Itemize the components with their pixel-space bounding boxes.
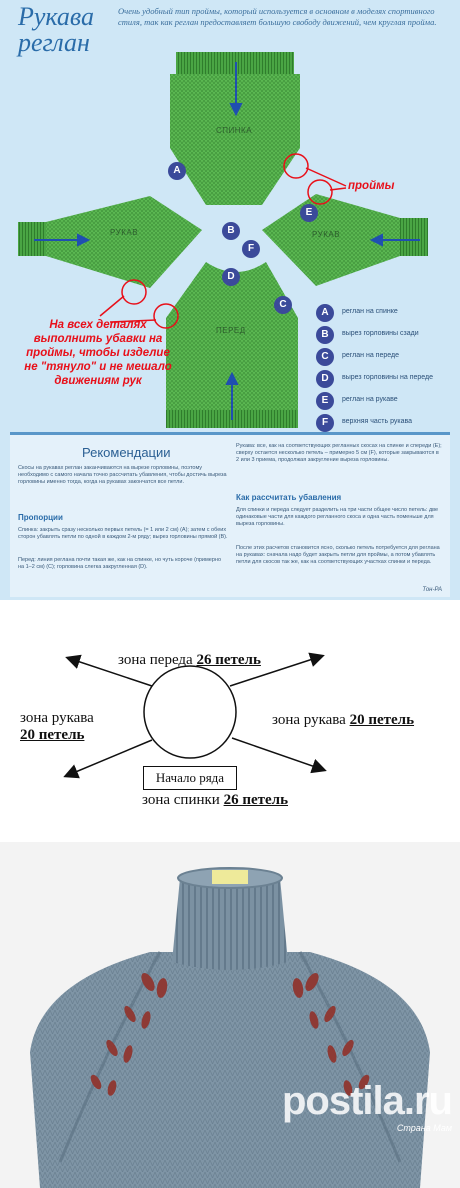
watermark: postila.ru Страна Мам [281,1079,452,1133]
front-zone-label: зона переда 26 петель [118,652,261,668]
badge-c: C [274,296,292,314]
left-sleeve-label: РУКАВ [110,228,139,237]
back-instructions: Спинка: закрыть сразу несколько первых петель (= 1 или 2 см) (А); затем с обеих сторон убавлять петли по одной в каждом 2-м ряду; вырез горловины прямой (В). [18,527,228,541]
badge-f: F [242,240,260,258]
badge-a: A [168,162,186,180]
credit: Тон-РА [422,587,442,593]
watermark-logo: postila.ru [281,1079,452,1123]
intro-text: Очень удобный тип проймы, который используется в основном в моделях спортивного стиля, так как реглан предоставляет большую свободу движений, чем круглая пройма. [118,6,437,27]
page-title: Рукава реглан [18,2,95,57]
badge-b: B [222,222,240,240]
sweater-illustration [0,842,460,1188]
magazine-page: Рукава реглан Очень удобный тип проймы, который используется в основном в моделях спортивного стиля, так как реглан предоставляет большую свободу движений, чем круглая пройма. СПИНКА ПЕРЕД РУКАВ РУКАВ A B C D E F A реглан на спинке B вырез горловины сзади C реглан на переде D вырез горловины на переде E реглан на рукаве F верхняя часть рукава проймы На всех деталях выполнить убавки на проймы, чтобы изделие не "тянуло" и не мешало движениям рук Рекомендации Скосы на рукавах реглан заканчиваются на вырезе горловины, поэтому необходимо с самого начала точно рассчитать убавления, чтобы достичь выреза горловины именно тогда, когда на рукавах закончатся все петли. Пропорции Спинка: закрыть сразу несколько первых петель (= 1 или 2 см) (А); затем с обеих сторон убавлять петли по одной в каждом 2-м ряду; вырез горловины прямой (В). Перед: линия реглана почти такая же, как на спинке, но чуть короче (примерно на 1–2 см) (С); горловина слегка закругленная (D). Рукава: все, как на соответствующих регланных скосах на спинке и спереди (Е); сверху остается несколько петель – примерно 5 см (F), которые закрываются в 2 или 3 приема, продолжая закругление выреза горловины. Как рассчитать убавления Для спинки и переда следует разделить на три части общее число петель: две одинаковые части для каждого регланного скоса и одна часть поменьше для выреза горловины. После этих расчетов становится ясно, сколько петель потребуется для реглана на рукавах: сначала надо будет закрыть петли для проймы, а потом убавлять петли для скосов так же, как на соответствующих участках спинки и переда. Тон-РА [0,0,460,600]
recommendations-title: Рекомендации [82,445,171,460]
calc-text-1: Для спинки и переда следует разделить на три части общее число петель: две одинаковые части для каждого регланного скоса и одна часть поменьше для выреза горловины. [236,507,439,528]
stitch-distribution-diagram [0,600,460,840]
front-instructions: Перед: линия реглана почти такая же, как на спинке, но чуть короче (примерно на 1–2 см) (С); горловина слегка закругленная (D). [18,557,222,571]
proportions-title: Пропорции [18,513,63,522]
sweater-body [30,952,430,1188]
sweater-photo [0,842,460,1188]
recommendations-box [10,432,450,597]
right-sleeve-zone-label: зона рукава 20 петель [272,712,415,728]
neck-circle [144,666,236,758]
right-sleeve-label: РУКАВ [312,230,341,239]
calc-text-2: После этих расчетов становится ясно, сколько петель потребуется для реглана на рукавах: сначала надо будет закрыть петли для проймы, а потом убавлять петли для скосов так же, как на соответствующих участках спинки и переда. [236,545,440,566]
recommendations-intro: Скосы на рукавах реглан заканчиваются на вырезе горловины, поэтому необходимо с самого начала точно рассчитать убавления, чтобы достичь выреза горловины именно тогда, когда на рукавах закончатся все петли. [18,465,227,486]
armholes-callout: проймы [348,180,395,192]
left-sleeve-zone-label: зона рукава 20 петель [20,710,94,743]
sleeve-instructions: Рукава: все, как на соответствующих регланных скосах на спинке и спереди (Е); сверху остается несколько петель – примерно 5 см (F), которые закрываются в 2 или 3 приема, продолжая закругление выреза горловины. [236,443,442,464]
mannequin-neck [212,870,248,884]
armhole-note: На всех деталях выполнить убавки на проймы, чтобы изделие не "тянуло" и не мешало движениям рук [24,319,172,387]
row-start-box: Начало ряда [143,766,237,790]
back-zone-label: зона спинки 26 петель [142,792,289,808]
calc-title: Как рассчитать убавления [236,493,342,502]
badge-e: E [300,204,318,222]
left-sleeve-piece [18,196,202,288]
front-label: ПЕРЕД [216,326,246,335]
badge-d: D [222,268,240,286]
back-label: СПИНКА [216,126,253,135]
